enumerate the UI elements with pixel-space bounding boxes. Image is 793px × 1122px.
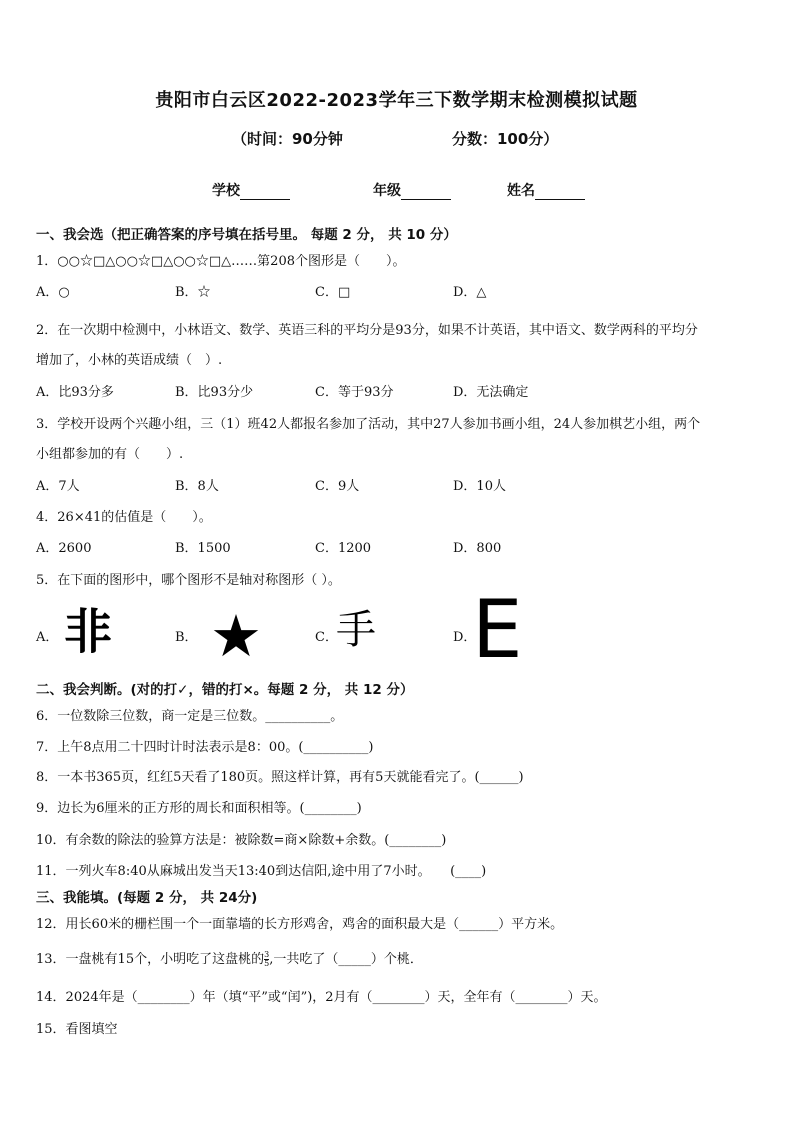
question-12: 12．用长60米的栅栏围一个一面靠墙的长方形鸡舍，鸡舍的面积最大是（______）平方米。 xyxy=(36,917,564,932)
school-label: 学校 xyxy=(212,183,240,199)
q13-fraction-numerator: 3 xyxy=(264,950,270,959)
q3-option-d: D．10人 xyxy=(453,479,506,494)
q1-option-d: D．△ xyxy=(453,285,487,300)
q5-option-a: A． xyxy=(36,630,59,645)
question-7: 7．上午8点用二十四时计时法表示是8：00。(__________) xyxy=(36,740,374,755)
q13-text-after: ,一共吃了（_____）个桃． xyxy=(269,952,423,967)
q1-option-a: A．○ xyxy=(36,285,70,300)
q5-option-d: D． xyxy=(453,630,477,645)
q13-fraction-denominator: 5 xyxy=(264,959,270,968)
school-field xyxy=(212,180,290,200)
name-field xyxy=(507,180,585,200)
school-blank[interactable] xyxy=(240,185,290,200)
question-3-line1: 3．学校开设两个兴趣小组，三（1）班42人都报名参加了活动，其中27人参加书画小组，24人参加棋艺小组，两个 xyxy=(36,417,701,432)
q2-option-b: B．比93分少 xyxy=(175,385,254,400)
q1-option-b: B．☆ xyxy=(175,285,211,300)
question-14: 14．2024年是（________）年（填“平”或“闰”)，2月有（________）天，全年有（________）天。 xyxy=(36,990,607,1005)
question-1: 1．○○☆□△○○☆□△○○☆□△……第208个图形是（ ）。 xyxy=(36,254,406,269)
question-6: 6．一位数除三位数，商一定是三位数。__________。 xyxy=(36,709,344,724)
grade-field xyxy=(373,180,451,200)
q4-option-b: B．1500 xyxy=(175,541,231,556)
section3-heading: 三、我能填。(每题 2 分， 共 24分) xyxy=(36,890,258,906)
grade-label: 年级 xyxy=(373,183,401,199)
q4-option-c: C．1200 xyxy=(315,541,372,556)
q2-option-c: C．等于93分 xyxy=(315,385,394,400)
question-4: 4．26×41的估值是（ ）。 xyxy=(36,510,212,525)
q13-text-before: 13．一盘桃有15个，小明吃了这盘桃的 xyxy=(36,952,265,967)
question-9: 9．边长为6厘米的正方形的周长和面积相等。(________) xyxy=(36,801,362,816)
section2-heading: 二、我会判断。(对的打✓，错的打×。每题 2 分， 共 12 分） xyxy=(36,682,414,698)
q1-option-c: C．□ xyxy=(315,285,351,300)
question-13 xyxy=(36,948,423,968)
q3-option-b: B．8人 xyxy=(175,479,219,494)
question-2-line2: 增加了，小林的英语成绩（ ）. xyxy=(36,353,223,368)
q5-figure-shou: 手 xyxy=(336,607,376,653)
q3-option-c: C．9人 xyxy=(315,479,360,494)
q2-option-a: A．比93分多 xyxy=(36,385,114,400)
q5-figure-star: ★ xyxy=(210,602,262,670)
name-blank[interactable] xyxy=(535,185,585,200)
question-15: 15．看图填空 xyxy=(36,1022,118,1037)
q5-figure-fei: 非 xyxy=(64,604,113,660)
question-3-line2: 小组都参加的有（ ）. xyxy=(36,447,184,462)
question-2-line1: 2．在一次期中检测中，小林语文、数学、英语三科的平均分是93分，如果不计英语，其中语文、数学两科的平均分 xyxy=(36,323,698,338)
question-5: 5．在下面的图形中，哪个图形不是轴对称图形（ ）。 xyxy=(36,573,341,588)
question-11: 11．一列火车8:40从麻城出发当天13:40到达信阳,途中用了7小时。 (____) xyxy=(36,864,487,879)
q4-option-d: D．800 xyxy=(453,541,502,556)
q3-option-a: A．7人 xyxy=(36,479,80,494)
section1-heading: 一、我会选（把正确答案的序号填在括号里。 每题 2 分， 共 10 分） xyxy=(36,227,457,243)
q5-figure-e: E xyxy=(472,583,523,676)
exam-score: 分数：100分） xyxy=(452,130,559,148)
grade-blank[interactable] xyxy=(401,185,451,200)
name-label: 姓名 xyxy=(507,183,535,199)
q2-option-d: D．无法确定 xyxy=(453,385,529,400)
question-10: 10．有余数的除法的验算方法是：被除数=商×除数+余数。(________) xyxy=(36,833,447,848)
q4-option-a: A．2600 xyxy=(36,541,92,556)
exam-time: （时间：90分钟 xyxy=(232,130,343,148)
exam-title: 贵阳市白云区2022-2023学年三下数学期末检测模拟试题 xyxy=(155,90,638,111)
q5-option-b: B． xyxy=(175,630,198,645)
question-8: 8．一本书365页，红红5天看了180页。照这样计算，再有5天就能看完了。(______) xyxy=(36,770,524,785)
q5-option-c: C． xyxy=(315,630,338,645)
